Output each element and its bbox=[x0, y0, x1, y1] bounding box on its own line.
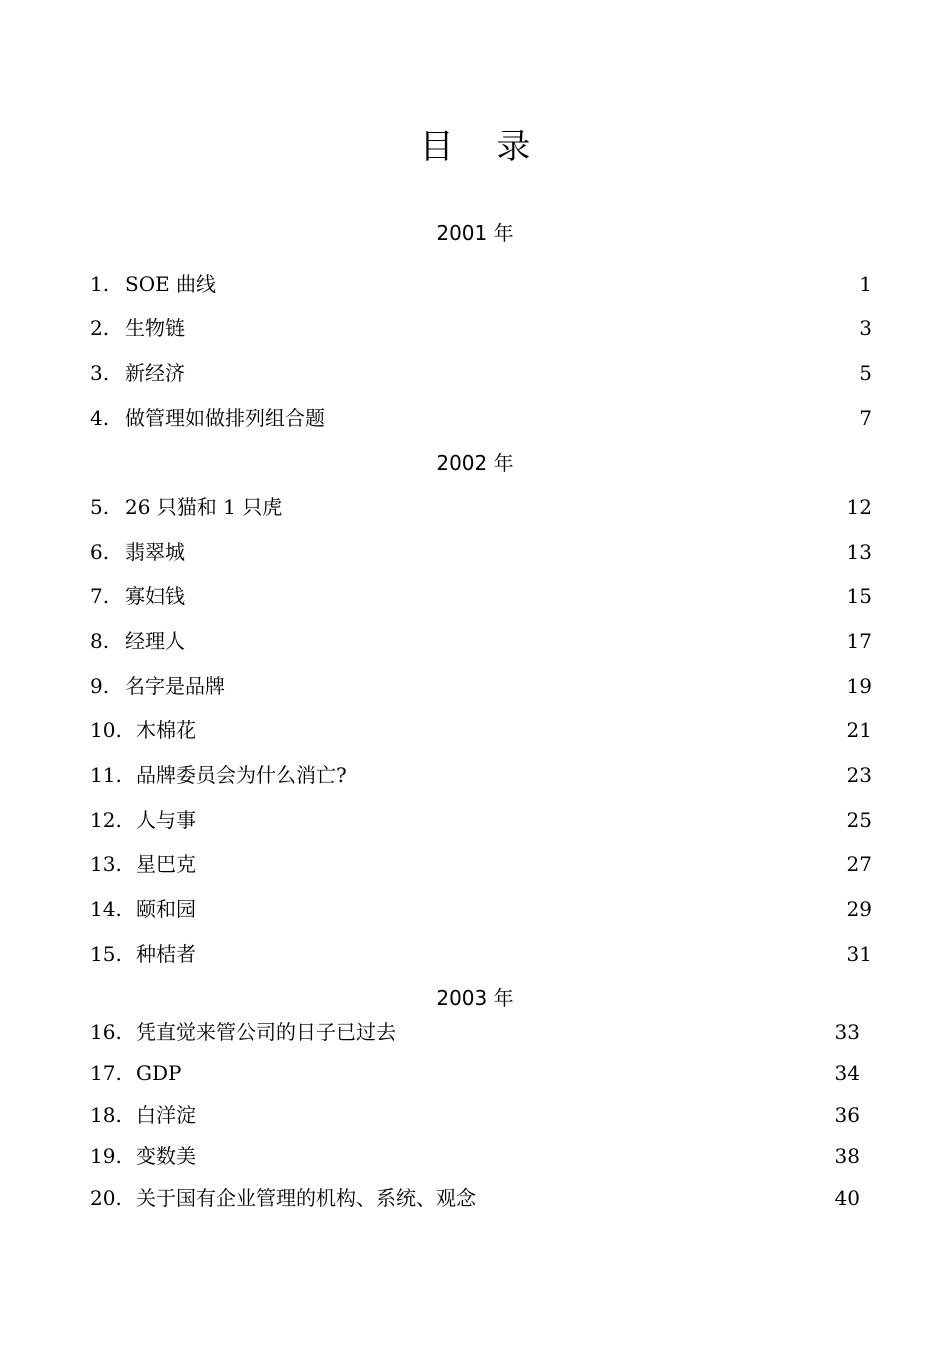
entry-number: 6. bbox=[90, 540, 110, 564]
entry-title: 白洋淀 bbox=[136, 1103, 196, 1127]
toc-entry[interactable] bbox=[90, 626, 872, 656]
toc-entry[interactable] bbox=[90, 1183, 860, 1213]
entry-page-number: 36 bbox=[834, 1103, 860, 1127]
entry-title: 品牌委员会为什么消亡? bbox=[136, 763, 347, 787]
toc-entry[interactable] bbox=[90, 1058, 860, 1088]
entry-title: GDP bbox=[136, 1061, 182, 1085]
entry-number: 11. bbox=[90, 763, 122, 787]
entry-title: 变数美 bbox=[136, 1144, 196, 1168]
toc-entry[interactable] bbox=[90, 671, 872, 701]
entry-number: 16. bbox=[90, 1020, 122, 1044]
entry-page-number: 38 bbox=[834, 1144, 860, 1168]
entry-title: 寡妇钱 bbox=[125, 584, 185, 608]
entry-page-number: 19 bbox=[846, 674, 872, 698]
entry-title: 种桔者 bbox=[136, 942, 196, 966]
entry-page-number: 21 bbox=[846, 718, 872, 742]
entry-page-number: 13 bbox=[846, 540, 872, 564]
section-heading-2002: 2002 年 bbox=[436, 451, 514, 475]
entry-page-number: 5 bbox=[859, 361, 872, 385]
entry-title: 26 只猫和 1 只虎 bbox=[125, 495, 283, 519]
toc-entry[interactable] bbox=[90, 269, 872, 299]
entry-title: 人与事 bbox=[136, 808, 196, 832]
entry-title: 凭直觉来管公司的日子已过去 bbox=[136, 1020, 396, 1044]
entry-number: 7. bbox=[90, 584, 110, 608]
entry-number: 17. bbox=[90, 1061, 122, 1085]
entry-number: 18. bbox=[90, 1103, 122, 1127]
section-heading-2001: 2001 年 bbox=[436, 221, 514, 245]
toc-entry[interactable] bbox=[90, 537, 872, 567]
toc-entry[interactable] bbox=[90, 849, 872, 879]
entry-number: 10. bbox=[90, 718, 122, 742]
entry-page-number: 33 bbox=[834, 1020, 860, 1044]
toc-entry[interactable] bbox=[90, 313, 872, 343]
entry-number: 13. bbox=[90, 852, 122, 876]
entry-page-number: 7 bbox=[859, 406, 872, 430]
entry-page-number: 40 bbox=[834, 1186, 860, 1210]
toc-entry[interactable] bbox=[90, 581, 872, 611]
toc-entry[interactable] bbox=[90, 403, 872, 433]
entry-page-number: 25 bbox=[846, 808, 872, 832]
entry-number: 3. bbox=[90, 361, 110, 385]
entry-page-number: 27 bbox=[846, 852, 872, 876]
entry-title: 木棉花 bbox=[136, 718, 196, 742]
toc-entry[interactable] bbox=[90, 1100, 860, 1130]
toc-entry[interactable] bbox=[90, 760, 872, 790]
entry-number: 14. bbox=[90, 897, 122, 921]
entry-page-number: 3 bbox=[859, 316, 872, 340]
entry-number: 15. bbox=[90, 942, 122, 966]
entry-title: 星巴克 bbox=[136, 852, 196, 876]
entry-title: 生物链 bbox=[125, 316, 185, 340]
toc-entry[interactable] bbox=[90, 715, 872, 745]
entry-title: 翡翠城 bbox=[125, 540, 185, 564]
entry-page-number: 23 bbox=[846, 763, 872, 787]
entry-page-number: 34 bbox=[834, 1061, 860, 1085]
entry-number: 19. bbox=[90, 1144, 122, 1168]
toc-entry[interactable] bbox=[90, 1017, 860, 1047]
page-title: 目 录 bbox=[419, 127, 547, 167]
toc-entry[interactable] bbox=[90, 939, 872, 969]
entry-number: 12. bbox=[90, 808, 122, 832]
toc-entry[interactable] bbox=[90, 358, 872, 388]
entry-page-number: 31 bbox=[846, 942, 872, 966]
entry-title: 经理人 bbox=[125, 629, 185, 653]
entry-title: 新经济 bbox=[125, 361, 185, 385]
entry-title: 关于国有企业管理的机构、系统、观念 bbox=[136, 1186, 476, 1210]
entry-number: 5. bbox=[90, 495, 110, 519]
entry-number: 9. bbox=[90, 674, 110, 698]
entry-page-number: 12 bbox=[846, 495, 872, 519]
toc-entry[interactable] bbox=[90, 1141, 860, 1171]
entry-title: SOE 曲线 bbox=[125, 272, 217, 296]
toc-entry[interactable] bbox=[90, 492, 872, 522]
entry-number: 8. bbox=[90, 629, 110, 653]
entry-number: 20. bbox=[90, 1186, 122, 1210]
toc-entry[interactable] bbox=[90, 894, 872, 924]
entry-page-number: 15 bbox=[846, 584, 872, 608]
entry-page-number: 1 bbox=[859, 272, 872, 296]
entry-title: 做管理如做排列组合题 bbox=[125, 406, 325, 430]
entry-page-number: 17 bbox=[846, 629, 872, 653]
section-heading-2003: 2003 年 bbox=[436, 986, 514, 1010]
entry-title: 颐和园 bbox=[136, 897, 196, 921]
entry-page-number: 29 bbox=[846, 897, 872, 921]
entry-number: 4. bbox=[90, 406, 110, 430]
entry-title: 名字是品牌 bbox=[125, 674, 225, 698]
entry-number: 2. bbox=[90, 316, 110, 340]
entry-number: 1. bbox=[90, 272, 110, 296]
toc-entry[interactable] bbox=[90, 805, 872, 835]
